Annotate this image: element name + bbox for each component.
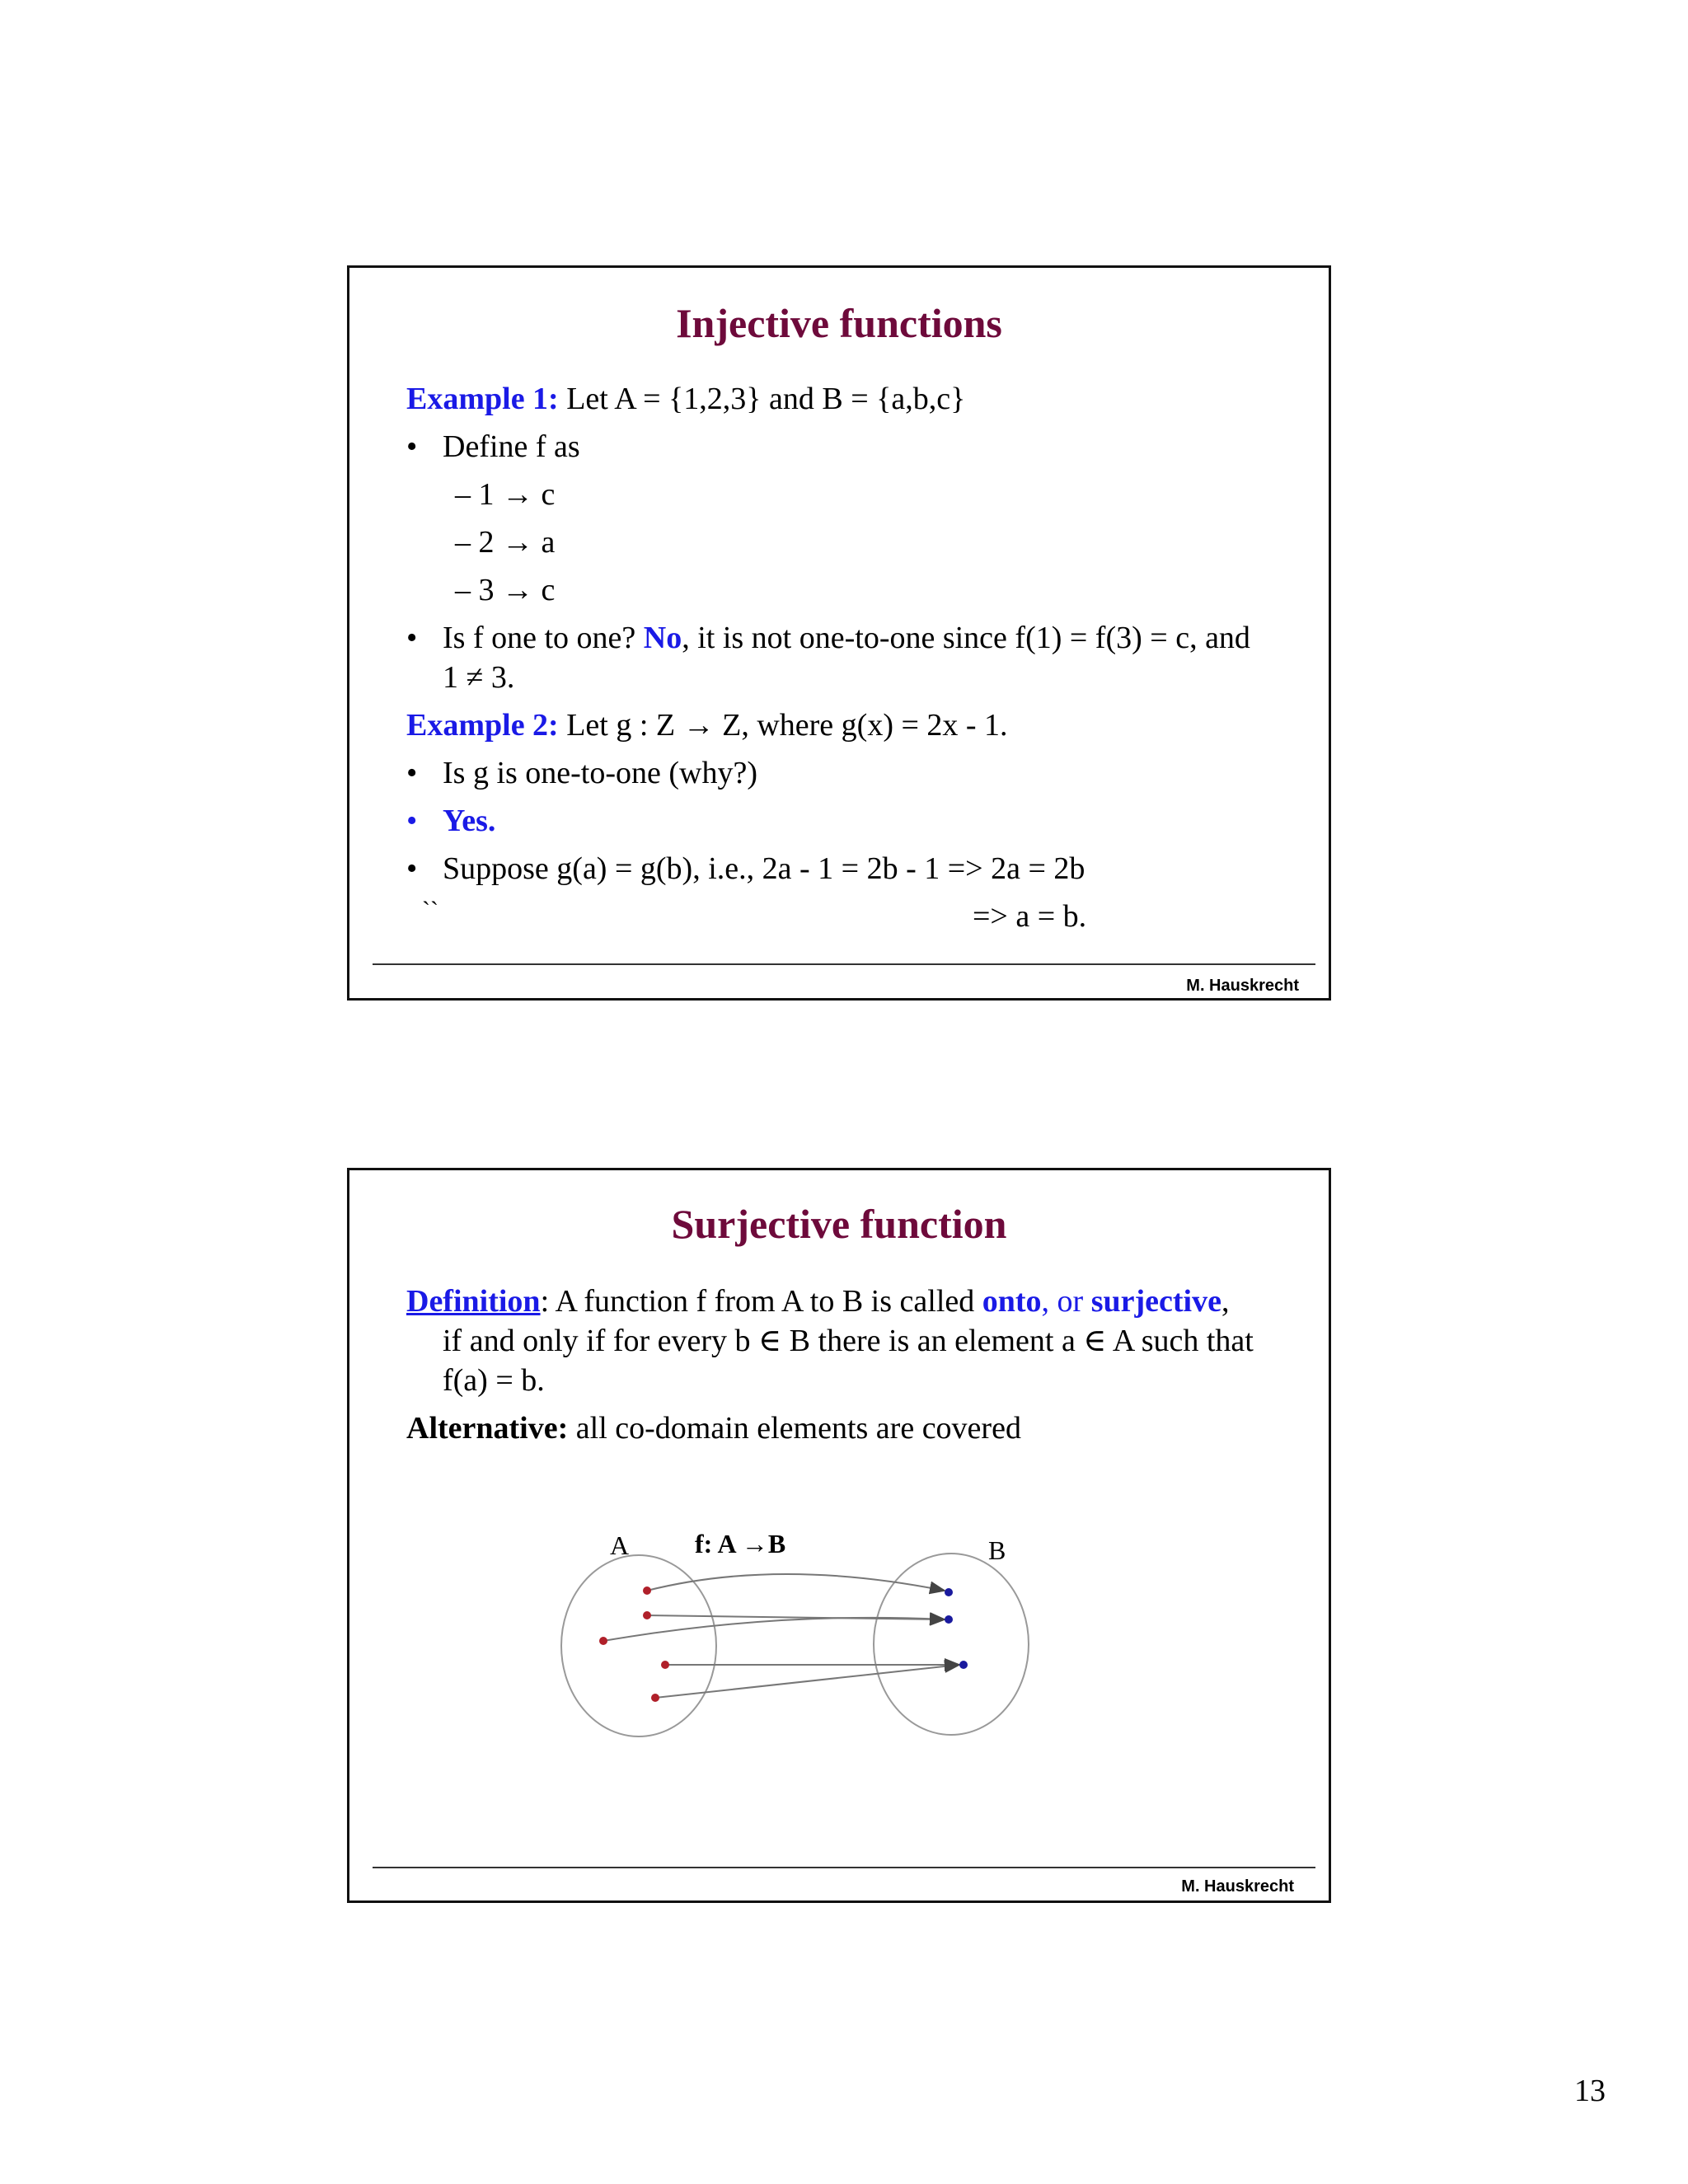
suppose-text: Suppose g(a) = g(b), i.e., 2a - 1 = 2b - 1 => 2a = 2b [443,851,1085,886]
function-label: f: A →B [695,1529,786,1558]
example2-label: Example 2: [406,708,559,743]
codomain-label: B [988,1535,1006,1565]
example1-line [406,383,965,415]
codomain-element [945,1615,953,1624]
codomain-element [959,1661,968,1669]
comma-text: , [1221,1284,1230,1319]
answer-no: No [643,621,682,655]
bullet: • [406,429,418,464]
domain-element [643,1586,651,1595]
definition-line-3: f(a) = b. [443,1363,545,1398]
conclusion-text: => a = b. [973,899,1087,934]
domain-element [651,1694,659,1702]
definition-line-2: if and only if for every b ∈ B there is an element a ∈ A such that [443,1324,1254,1358]
question1-pre: Is f one to one? [443,621,644,655]
slide-surjective [347,1168,1331,1903]
slide-injective [347,265,1331,1001]
bullet: • [406,756,418,790]
definition-text: : A function f from A to B is called [540,1284,982,1319]
mapping-3: – 3 → c [455,573,556,607]
mapping-1: – 1 → c [455,477,556,512]
term-surjective: surjective [1090,1284,1221,1319]
example1-label: Example 1: [406,382,559,416]
page-number: 13 [1574,2074,1606,2108]
codomain-set-b [874,1554,1029,1735]
definition-label: Definition [406,1284,541,1319]
surjection-diagram [349,1170,1329,1900]
term-onto: onto [982,1284,1042,1319]
example2-text: Let g : Z → Z, where g(x) = 2x - 1. [558,708,1008,743]
domain-element [643,1611,651,1619]
mapping-arrow [655,1665,959,1698]
example1-text: Let A = {1,2,3} and B = {a,b,c} [558,382,966,416]
alternative-label: Alternative: [406,1411,569,1446]
question1-continuation: 1 ≠ 3. [443,660,515,695]
footer-divider [373,963,1315,965]
define-text: Define f as [443,429,580,464]
footer-divider [373,1867,1315,1868]
alternative-text: all co-domain elements are covered [568,1411,1021,1446]
slide-title: Injective functions [676,300,1002,346]
footer-author: M. Hauskrecht [1186,977,1299,995]
question2-text: Is g is one-to-one (why?) [443,756,758,790]
domain-label: A [610,1530,630,1560]
question1-line [443,622,1250,654]
domain-element [661,1661,669,1669]
bullet: • [406,804,418,838]
footer-author: M. Hauskrecht [1181,1877,1294,1896]
bullet: • [406,621,418,655]
backticks-text: `` [422,897,438,924]
codomain-element [945,1588,953,1596]
mapping-arrow [603,1618,945,1641]
example2-line [406,710,1008,741]
slide-title: Surjective function [671,1201,1007,1247]
or-text: , or [1041,1284,1091,1319]
answer-yes: Yes. [443,804,496,838]
bullet: • [406,851,418,886]
question1-post: , it is not one-to-one since f(1) = f(3) = c, and [682,621,1250,655]
mapping-2: – 2 → a [455,525,556,560]
domain-element [599,1637,607,1645]
domain-set-a [561,1555,716,1736]
